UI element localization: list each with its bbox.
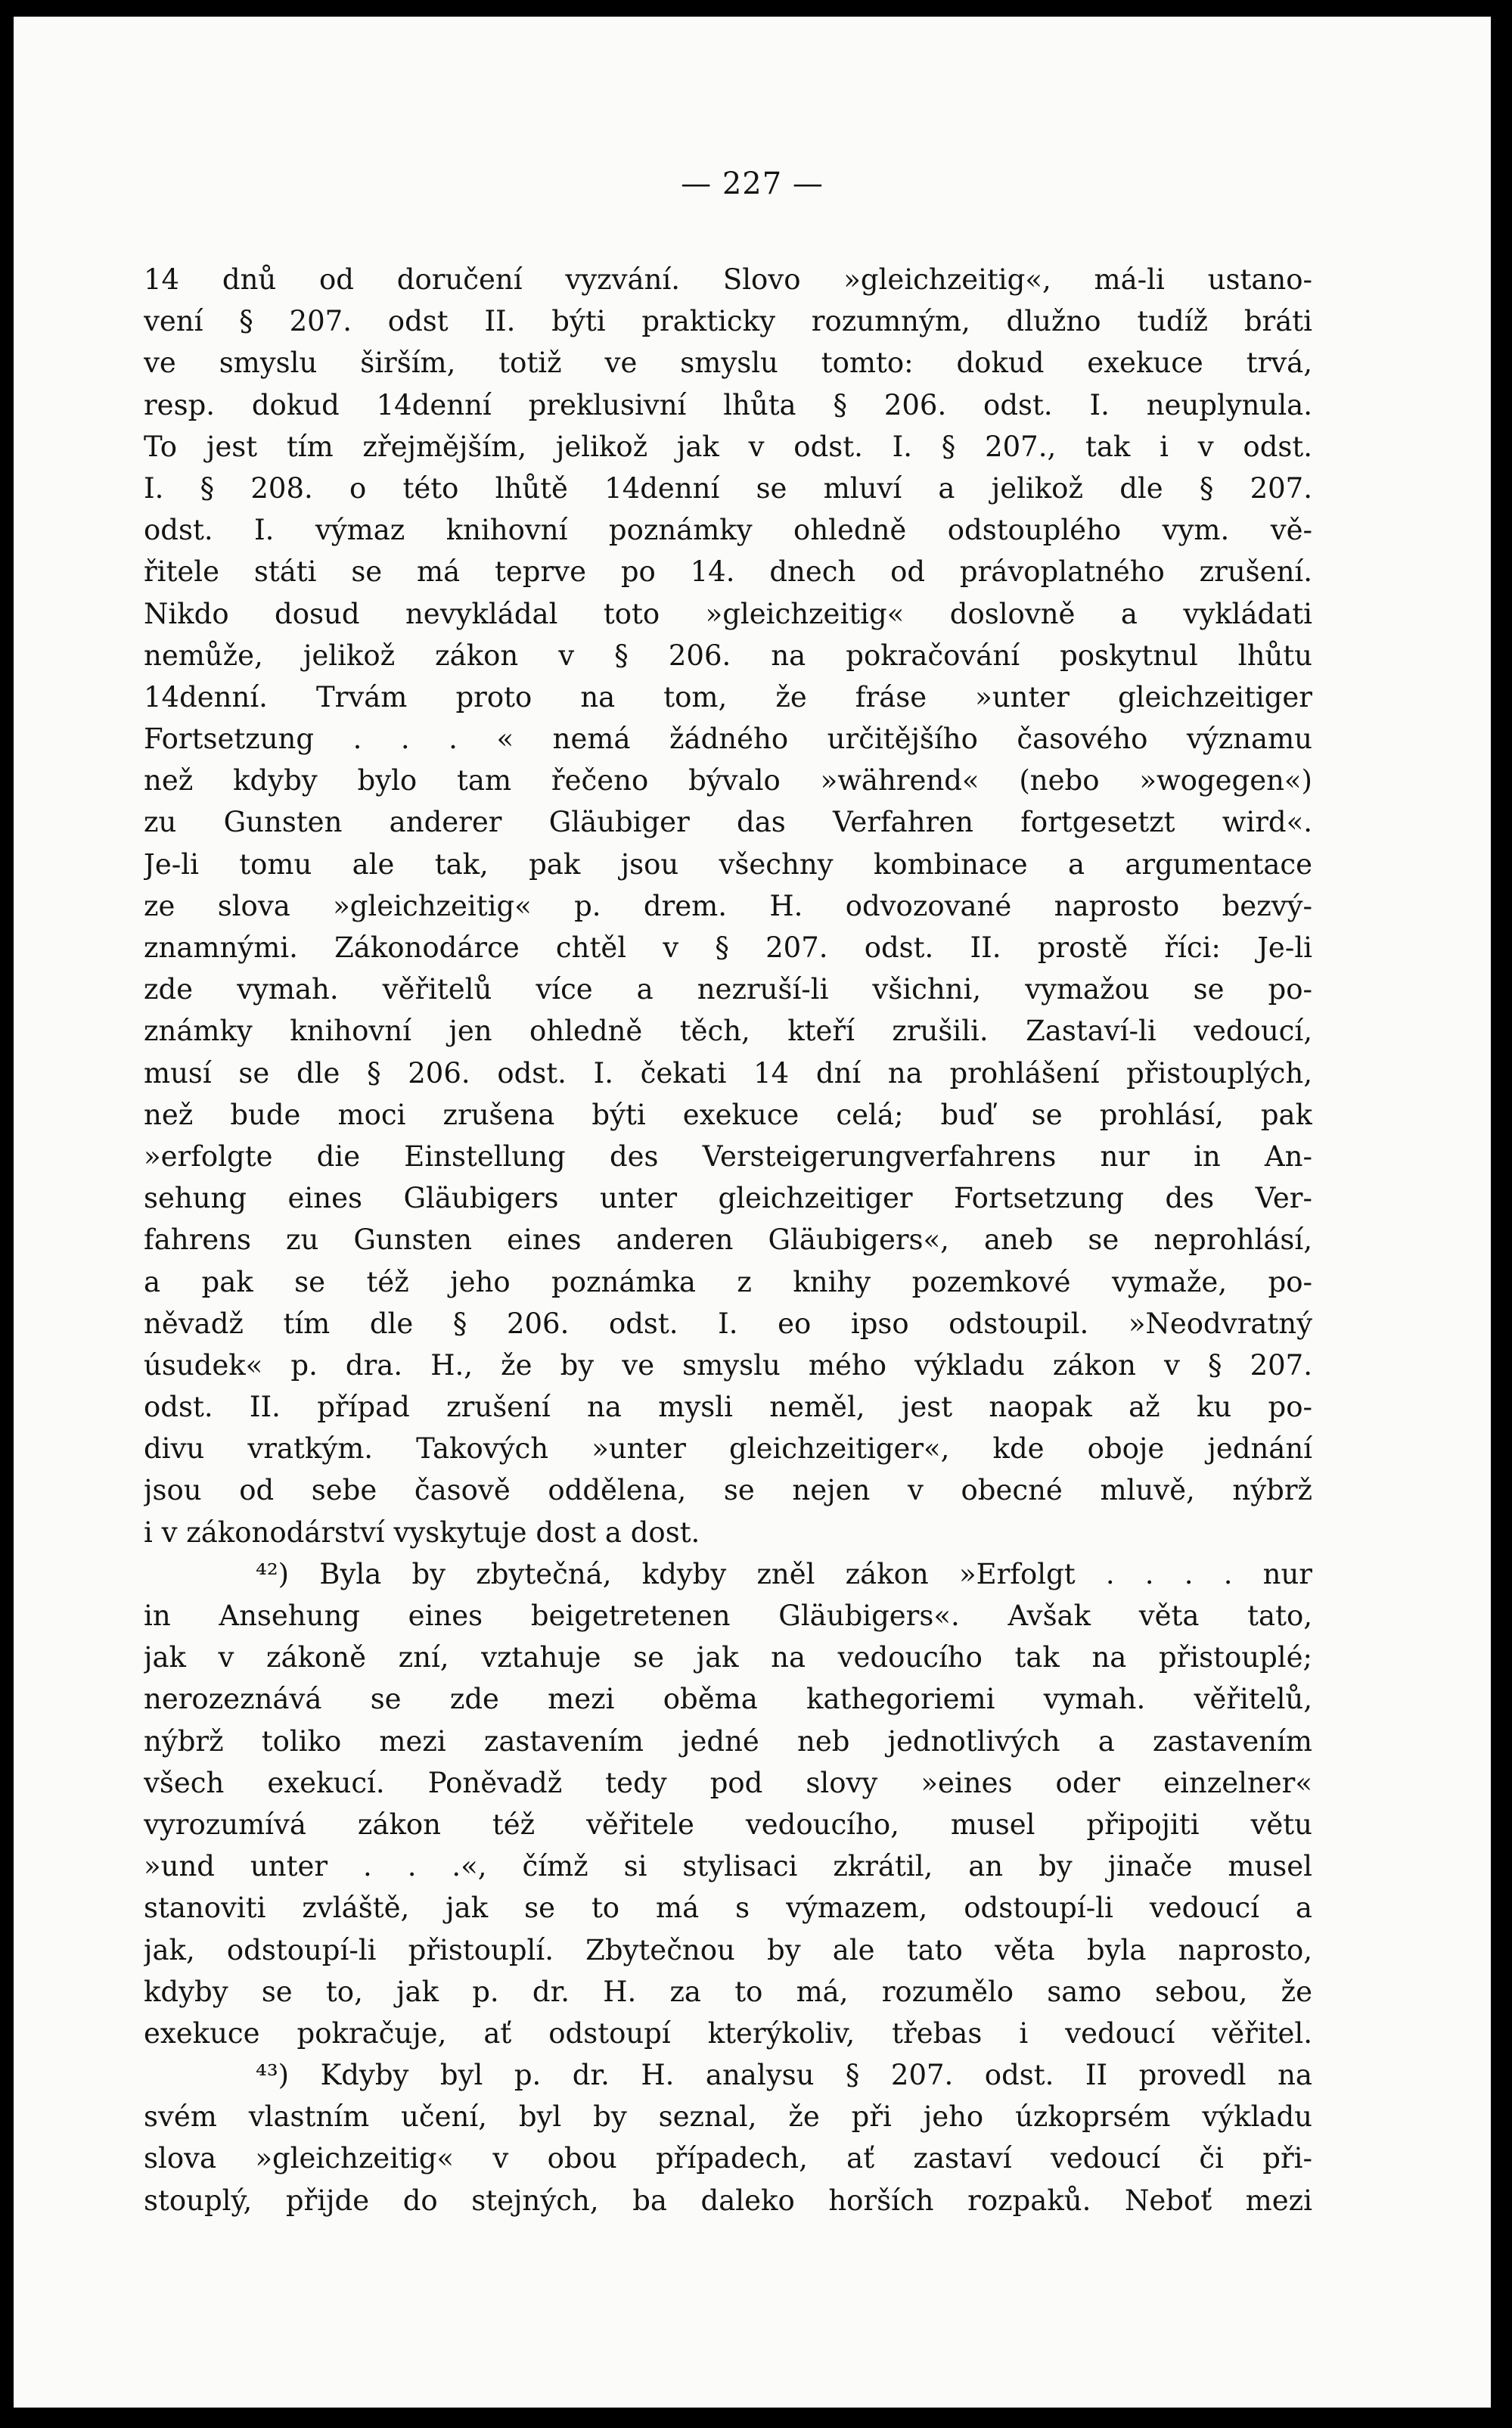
text-line: jak v zákoně zní, vztahuje se jak na vedoucího tak na přistouplé;: [144, 1641, 1312, 1674]
text-line: jak, odstoupí-li přistouplí. Zbytečnou by ale tato věta byla naprosto,: [144, 1933, 1312, 1966]
text-line: všech exekucí. Poněvadž tedy pod slovy »eines oder einzelner«: [144, 1766, 1312, 1799]
text-line: nemůže, jelikož zákon v § 206. na pokračování poskytnul lhůtu: [144, 639, 1312, 672]
text-line: vyrozumívá zákon též věřitele vedoucího, musel připojiti větu: [144, 1808, 1312, 1841]
footnote-line: ⁴²) Byla by zbytečná, kdyby zněl zákon »Erfolgt . . . . nur: [256, 1557, 1312, 1590]
book-page: [14, 17, 1491, 2408]
footnote-line: ⁴³) Kdyby byl p. dr. H. analysu § 207. odst. II provedl na: [256, 2059, 1312, 2092]
text-line: Je-li tomu ale tak, pak jsou všechny kombinace a argumentace: [144, 847, 1312, 881]
text-line: odst. I. výmaz knihovní poznámky ohledně odstouplého vym. vě-: [144, 514, 1312, 547]
text-line: ze slova »gleichzeitig« p. drem. H. odvozované naprosto bezvý-: [144, 889, 1312, 922]
text-line: vení § 207. odst II. býti prakticky rozumným, dlužno tudíž bráti: [144, 305, 1312, 338]
text-line: a pak se též jeho poznámka z knihy pozemkové vymaže, po-: [144, 1265, 1312, 1298]
text-line: fahrens zu Gunsten eines anderen Gläubigers«, aneb se neprohlásí,: [144, 1223, 1312, 1257]
text-line: než bude moci zrušena býti exekuce celá; buď se prohlásí, pak: [144, 1098, 1312, 1131]
text-line: zu Gunsten anderer Gläubiger das Verfahren fortgesetzt wird«.: [144, 806, 1312, 839]
text-line: nýbrž toliko mezi zastavením jedné neb jednotlivých a zastavením: [144, 1724, 1312, 1758]
text-line: stanoviti zvláště, jak se to má s výmazem, odstoupí-li vedoucí a: [144, 1892, 1312, 1925]
text-line: musí se dle § 206. odst. I. čekati 14 dní na prohlášení přistouplých,: [144, 1056, 1312, 1090]
text-line: kdyby se to, jak p. dr. H. za to má, rozumělo samo sebou, že: [144, 1975, 1312, 2008]
text-line: úsudek« p. dra. H., že by ve smyslu mého výkladu zákon v § 207.: [144, 1348, 1312, 1382]
text-line: řitele státi se má teprve po 14. dnech od právoplatného zrušení.: [144, 555, 1312, 589]
text-line: i v zákonodárství vyskytuje dost a dost.: [144, 1516, 700, 1549]
text-line: jsou od sebe časově oddělena, se nejen v obecné mluvě, nýbrž: [144, 1474, 1312, 1507]
text-line: stouplý, přijde do stejných, ba daleko horších rozpaků. Neboť mezi: [144, 2184, 1312, 2217]
text-line: zde vymah. věřitelů více a nezruší-li všichni, vymažou se po-: [144, 973, 1312, 1006]
text-line: 14denní. Trvám proto na tom, že fráse »unter gleichzeitiger: [144, 680, 1312, 713]
text-line: něvadž tím dle § 206. odst. I. eo ipso odstoupil. »Neodvratný: [144, 1307, 1312, 1340]
text-line: slova »gleichzeitig« v obou případech, ať zastaví vedoucí či při-: [144, 2142, 1312, 2175]
text-line: »und unter . . .«, čímž si stylisaci zkrátil, an by jinače musel: [144, 1850, 1312, 1883]
text-line: exekuce pokračuje, ať odstoupí kterýkoliv, třebas i vedoucí věřitel.: [144, 2016, 1312, 2050]
text-line: odst. II. případ zrušení na mysli neměl, jest naopak až ku po-: [144, 1391, 1312, 1424]
text-line: 14 dnů od doručení vyzvání. Slovo »gleichzeitig«, má-li ustano-: [144, 263, 1312, 296]
text-line: ve smyslu širším, totiž ve smyslu tomto: dokud exekuce trvá,: [144, 347, 1312, 380]
text-line: resp. dokud 14denní preklusivní lhůta § 206. odst. I. neuplynula.: [144, 388, 1312, 421]
text-line: »erfolgte die Einstellung des Versteigerungverfahrens nur in An-: [144, 1139, 1312, 1173]
text-line: sehung eines Gläubigers unter gleichzeitiger Fortsetzung des Ver-: [144, 1182, 1312, 1215]
text-line: Fortsetzung . . . « nemá žádného určitějšího časového významu: [144, 723, 1312, 756]
text-line: známky knihovní jen ohledně těch, kteří zrušili. Zastaví-li vedoucí,: [144, 1015, 1312, 1048]
page-number: — 227 —: [681, 166, 824, 201]
text-line: svém vlastním učení, byl by seznal, že při jeho úzkoprsém výkladu: [144, 2100, 1312, 2134]
text-line: než kdyby bylo tam řečeno bývalo »während« (nebo »wogegen«): [144, 764, 1312, 797]
body-text: [144, 259, 1312, 2221]
text-line: nerozeznává se zde mezi oběma kathegoriemi vymah. věřitelů,: [144, 1683, 1312, 1716]
text-line: I. § 208. o této lhůtě 14denní se mluví a jelikož dle § 207.: [144, 471, 1312, 505]
text-line: divu vratkým. Takových »unter gleichzeitiger«, kde oboje jednání: [144, 1432, 1312, 1466]
text-line: To jest tím zřejmějším, jelikož jak v odst. I. § 207., tak i v odst.: [144, 430, 1312, 463]
text-line: Nikdo dosud nevykládal toto »gleichzeitig« doslovně a vykládati: [144, 597, 1312, 630]
text-line: znamnými. Zákonodárce chtěl v § 207. odst. II. prostě říci: Je-li: [144, 931, 1312, 964]
text-line: in Ansehung eines beigetretenen Gläubigers«. Avšak věta tato,: [144, 1599, 1312, 1632]
